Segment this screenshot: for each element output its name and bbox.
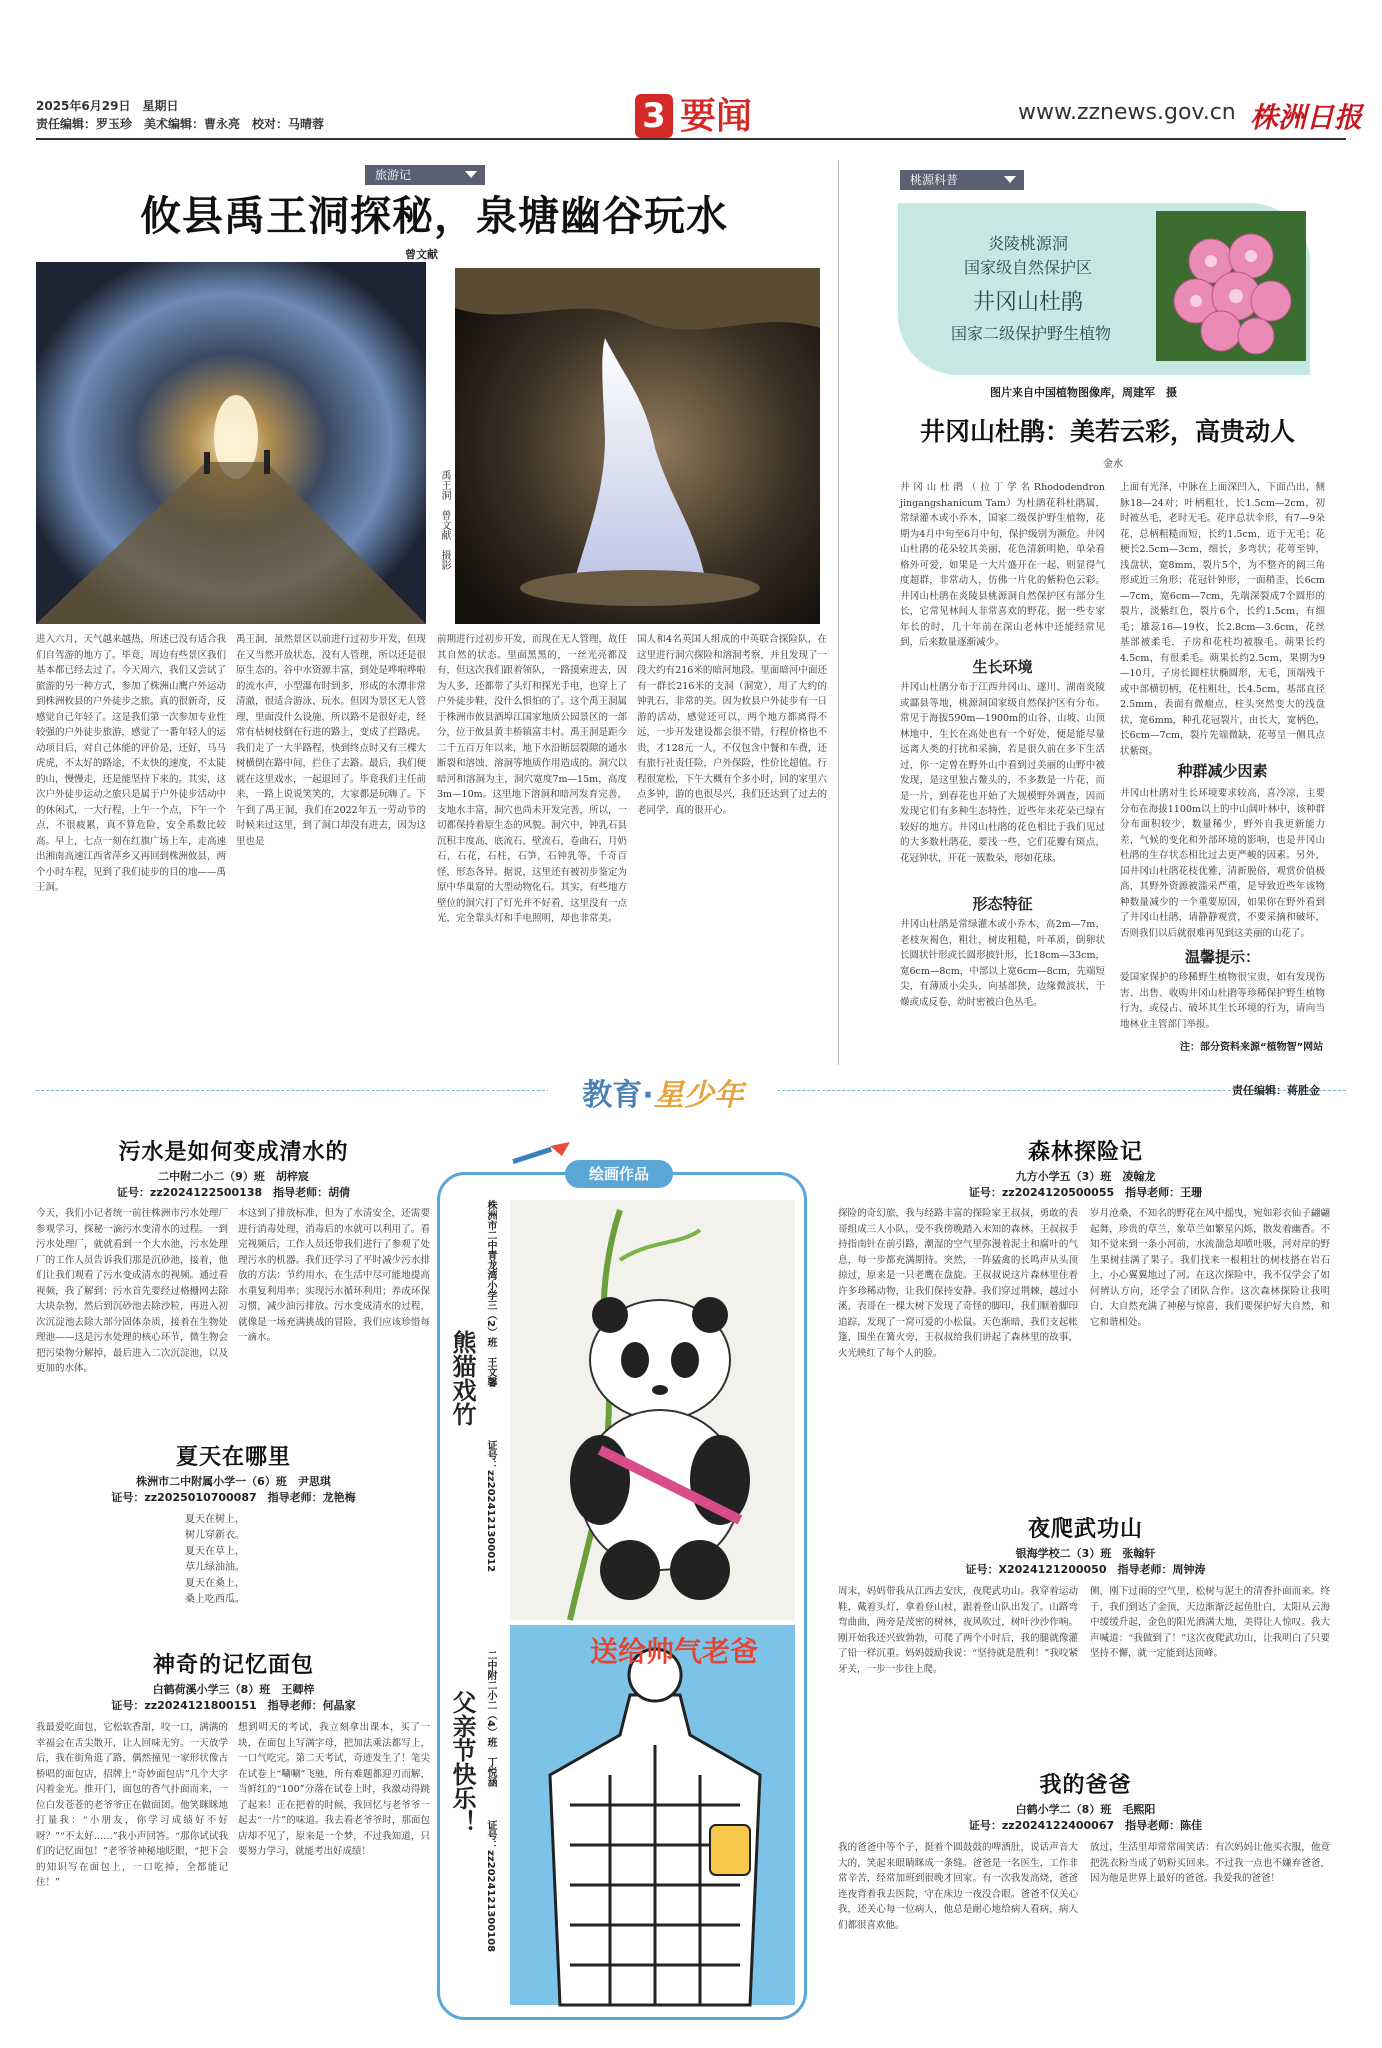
bread-title: 神奇的记忆面包	[152, 1653, 314, 1678]
plant-headline: 井冈山杜鹃：美若云彩，高贵动人	[920, 417, 1296, 446]
banner-line-4: 国家二级保护野生植物	[950, 324, 1111, 343]
panda-drawing	[510, 1200, 795, 1620]
water-column-1: 今天，我们小记者统一前往株洲市污水处理厂参观学习，探秘一滴污水变清水的过程。一到污水处理厂，就就看到一个大水池，污水处理厂的工作人员告诉我们那是沉砂池，接着，他们让我们观看了污水变成清水的视频。通过看视频，我了解到：污水首先要经过格栅网去除大块杂物，然后到沉砂池去除沙粒，再进入初次沉淀池去除大部分固体杂质，接着在生物处理池——这是污水处理的核心环节，微生物会把污染物分解掉，最后进入二次沉淀池，以及更加的水体。	[36, 1208, 228, 1374]
dad-school: 白鹤小学二（8）班 毛熙阳	[1015, 1803, 1156, 1816]
wugong-column-2: 侧，刚下过雨的空气里，松树与泥土的清香扑面而来。终于，我们到达了金顶，天边渐渐泛起鱼肚白，太阳从云海中缓缓升起，金色的阳光洒满大地，美得让人惊叹。我大声喊道：“我做到了！”这次夜爬武功山，让我明白了只要坚持不懈，就一定能到达顶峰。	[1090, 1586, 1330, 1659]
plant-threat-heading: 种群减少因素	[1177, 762, 1268, 780]
water-school: 二中附二小二（9）班 胡梓宸	[158, 1170, 309, 1183]
plant-column-2: 上面有光泽，中脉在上面深凹入，下面凸出，侧脉18—24对；叶柄粗壮，长1.5cm—2cm，初时被丛毛，老时无毛。花序总状伞形，有7—9朵花，总柄粗糙而短，长约1.5cm，近于无毛；花梗长2.5cm—3cm，细长，多弯状；花萼至钟，浅盘状，宽8mm，裂片5个，为不整齐的阔三角形或近三角形；花冠针钟形，一面稍歪，长6cm—7cm，宽6cm—7cm，先端深裂成7个圆形的裂片，淡紫红色，裂片6个，长约1.5cm，有细毛；雄蕊16—19枚，长2.8cm—3.6cm，花丝基部被柔毛，子房和花柱均被腺毛。蒴果长约4.5cm，有很柔毛。蒴果长约2.5cm，果期为9—10月，子房长圆柱状椭圆形，无毛，顶端残干或中部横切柄，花柱粗壮，长4.5cm，基部直径2.5mm，表面有微瘤点，柱头突然变大的浅盘状，宽6mm，种孔花冠裂片，由长大，宽柄色，长6cm—7cm，裂片先端微缺，花萼呈一侧具点状紫斑。	[1120, 482, 1325, 757]
wugong-column-1: 周末，妈妈带我从江西去安庆，夜爬武功山。我穿着运动鞋，戴着头灯，拿着登山杖，跟着登山队出发了。山路弯弯曲曲，两旁是茂密的树林，夜风吹过，树叶沙沙作响。刚开始我还兴致勃勃，可爬了两个小时后，我的腿就像灌了铅一样沉重。妈妈鼓励我说：“坚持就是胜利！”我咬紧牙关，一步一步往上爬。	[838, 1586, 1078, 1675]
panda-author: 株洲市二中青龙湾小学三（2）班 王文馨	[485, 1200, 496, 1387]
forest-cert: 证号：zz2024120500055 指导老师：王珊	[968, 1186, 1203, 1199]
photo-caption-text: 禹王洞 曾文献 摄影	[439, 470, 450, 570]
flower-illustration	[1156, 211, 1306, 361]
panda-cert: 证号：zz2024121300012	[485, 1440, 496, 1573]
banner-line-1: 炎陵桃源洞	[987, 234, 1068, 253]
bread-cert: 证号：zz2024121800151 指导老师：何晶家	[111, 1699, 356, 1712]
poem-line: 草儿绿油油。	[185, 1562, 245, 1573]
issue-date: 2025年6月29日 星期日	[36, 99, 179, 113]
father-drawing	[510, 1625, 795, 2005]
travel-headline: 攸县禹王洞探秘，泉塘幽谷玩水	[140, 192, 728, 240]
travel-column-4: 国人和4名英国人组成的中英联合探险队，在这里进行洞穴探险和溶洞考察，并且发现了一段大约有216米的暗河地段。里面暗河中面还有一群长216米的支洞（洞宽），用了大约的钟乳石，非常的美。因为攸县户外徒步有一日游的活动，感觉还可以，两个地方都离得不远，一步开发建设都会很不错，行程价格也不贵，才128元一人，不仅包含中餐和车费，还有旅行社责任险，户外保险，性价比超值。行程很宽松，下午大概有个多小时，回的家里六点多钟，游的也很尽兴，我们还达到了过去的老同学，真的很开心。	[637, 634, 828, 816]
plant-source-note: 注：部分资料来源“植物智”网站	[1180, 1042, 1324, 1053]
travel-column-2: 禹王洞，虽然景区以前进行过初步开发，但现在又当然开放状态，没有人管理，所以还是很原生态的。谷中水资源丰富，到处是哗啦哗啦的流水声，小型瀑布时到多，形成的水潭非常清澈，很适合游泳、玩水。但因为景区无人管理，里面没什么设施，所以路不是很好走，经常有枯树枝倒在行进的路上，变成了拦路虎。我们走了一大半路程，快到终点时又有三棵大树横倒在路中间，拦住了去路。最后，我们便就在这里戏水，一起退回了。毕竟我们主任前来，一路上说说笑笑的，大家都是玩嗨了。下午到了禹王洞，我们在2022年五一劳动节的时候来过这里，到了洞口却没有进去，因为这里也是	[236, 634, 427, 847]
education-editor: 责任编辑：蒋胜金	[1232, 1084, 1320, 1097]
plant-features-text: 井冈山杜鹃是常绿灌木或小乔木，高2m—7m，老枝灰褐色，粗壮，树皮粗糙，叶革质，倒卵状长圆状针形或长圆形披针形，长18cm—33cm，宽6cm—8cm，中部以上宽6cm—8cm，先端短尖，有薄质小尖头，向基部狭，边缘微波状，干燥或成反卷，幼时密被白色丛毛。	[900, 919, 1105, 1008]
summer-school: 株洲市二中附属小学一（6）班 尹思琪	[136, 1475, 331, 1488]
poem-line: 树儿穿新衣。	[185, 1530, 245, 1541]
page-editors: 责任编辑：罗玉珍 美术编辑：曹永亮 校对：马晴蓉	[36, 117, 325, 131]
masthead-logo: 株洲日报	[1250, 101, 1363, 134]
summer-poem	[185, 1512, 305, 1608]
dad-cert: 证号：zz2024122400067 指导老师：陈佳	[968, 1819, 1203, 1832]
cave-tunnel-photo	[36, 262, 426, 624]
father-cert: 证号：zz2024121300108	[485, 1820, 496, 1953]
stalagmite-photo	[455, 268, 820, 624]
bread-school: 白鹤荷溪小学三（8）班 王卿梓	[152, 1683, 315, 1696]
plant-tip-heading: 温馨提示：	[1184, 948, 1260, 966]
summer-title: 夏天在哪里	[175, 1445, 291, 1470]
plant-author: 金水	[1103, 459, 1123, 470]
panda-title: 熊猫戏竹	[448, 1330, 476, 1426]
wugong-cert: 证号：X2024121200050 指导老师：周钟涛	[965, 1563, 1206, 1576]
plant-tag-label: 桃源科普	[910, 173, 959, 187]
poem-line: 夏天在草上，	[185, 1546, 245, 1557]
cave-tunnel-illustration	[36, 262, 426, 624]
chevron-down-icon	[465, 171, 477, 178]
father-drawing-text: 送给帅气老爸	[590, 1635, 759, 1668]
travel-column-1: 进入六月，天气越来越热，所述已没有适合我们自驾游的地方了。毕竟，周边有些景区我们基本都已经去过了。今天周六，我们又尝试了旅游的另一种方式，参加了株洲山鹰户外运动到株洲攸县的户外徒步之旅。真的很新奇，反感觉自己年轻了。这是我们第一次参加专业性较强的户外徒步旅游，感觉了一番年轻人的运动项目后，对自己体能的评价是，还好，马马虎虎，不太好的路途，不太快的速度，不太陡的山，慢慢走，还是能坚持下来的。其实，这次户外徒步运动之旅只是属于户外徒步活动中的休闲式，一大行程，上午一个点，下午一个点，不很疲累，真不算危险，安全系数比较高。早上，七点一刻在红旗广场上车，走高速出湘南高速江西省萍乡又再回到株洲攸县，两个小时车程，见到了我们徒步的目的地——禹王洞。	[36, 634, 227, 893]
plant-intro: 井冈山杜鹃（拉丁学名Rhododendron jingangshanicum Tam）为杜鹃花科杜鹃属，常绿灌木或小乔木，国家二级保护野生植物，花期为4月中旬至6月中旬，保护级别为濒危。井冈山杜鹃的花朵较其美丽，花色清新明艳，单朵看格外可爱，如果是一大片盛开在一起，则显得气度超群，非常动人，仿佛一片化的紫粉色云彩。井冈山杜鹃在炎陵县桃源洞自然保护区有部分生长，它常见林间人非常喜欢的野花，据一些专家年长的时，几十年前在深山老林中还能经常见到，后来数量逐渐减少。	[900, 482, 1105, 648]
chevron-down-icon	[1004, 176, 1016, 183]
banner-line-3: 井冈山杜鹃	[972, 290, 1083, 315]
forest-column-1: 探险的奇幻旅，我与经路丰富的探险家王叔叔，勇敢的表哥组成三人小队，受不我傍晚踏入未知的森林。王叔叔手持指南针在前引路，潮湿的空气里弥漫着泥土和腐叶的气息，每一步都充满期待。突然，一阵猛禽的长鸣声从头顶掠过，原来是一只老鹰在盘旋。王叔叔说这片森林里住着许多珍稀动物，让我们保持安静。我们穿过荆棘，越过小溪，表哥在一棵大树下发现了奇怪的脚印，我们顺着脚印追踪，发现了一窝可爱的小松鼠。天色渐暗，我们支起帐篷，围坐在篝火旁，王叔叔给我们讲起了森林里的故事，火光映红了每个人的脸。	[838, 1208, 1078, 1359]
column-divider	[838, 160, 839, 1065]
header-rule	[36, 138, 1346, 140]
wugong-school: 银海学校二（3）班 张翰轩	[1015, 1547, 1156, 1560]
education-banner-left: 教育·	[582, 1078, 654, 1113]
water-column-2: 本这到了排放标准，但为了水清安全，还需要进行消毒处理，消毒后的水就可以利用了。看完视频后，工作人员还带我们进行了参观了处理污水的机器。我们还学习了平时减少污水排放的方法：节约用水，在生活中尽可能地提高水重复利用率；实现污水循环利用；养成环保习惯，减少油污排放。污水变成清水的过程，就像是一场充满挑战的冒险，我们应该珍惜每一滴水。	[238, 1208, 430, 1343]
water-cert: 证号：zz2024122500138 指导老师：胡倩	[116, 1186, 351, 1199]
father-title: 父亲节快乐！	[448, 1690, 476, 1834]
stalagmite-illustration	[455, 268, 820, 624]
paintbrush-icon	[512, 1142, 572, 1168]
poem-line: 桑上吃西瓜。	[185, 1594, 245, 1605]
dad-column-1: 我的爸爸中等个子，挺着个圆鼓鼓的啤酒肚，说话声音大大的，笑起来眼睛眯成一条缝。爸爸是一名医生，工作非常辛苦，经常加班到很晚才回家。有一次我发高烧，爸爸连夜背着我去医院，守在床边一夜没合眼。爸爸不仅关心我，还关心每一位病人，他总是耐心地给病人看病，病人们都很喜欢他。	[838, 1842, 1078, 1931]
plant-tag[interactable]	[900, 170, 1024, 190]
artwork-label-text: 绘画作品	[588, 1165, 649, 1183]
plant-growth-text: 井冈山杜鹃分布于江西井冈山、遂川、湖南炎陵或酃县等地，桃源洞国家级自然保护区有分布。常见于海拔590m—1900m的山谷、山坡、山顶林地中，生长在高处也有一个好处，便是能尽量远离人类的打扰和采摘，若是很久前在多下生活过，你一定曾在野外山中看到过美丽的山野中被发现，是这里独占鳌头的，不多数是一片花，而是一片，到春花也开始了大规模野外调查，因而发现它们有多种生态特性，近些年来花朵已绿有较好的地方。井冈山杜鹃的花色相比于我们见过的大多数杜鹃花，要浅一些，它们花瓣有斑点，花冠钟状，开花一簇数朵，形如花球。	[900, 682, 1105, 864]
travel-tag[interactable]	[365, 165, 485, 185]
artwork-label	[565, 1160, 673, 1188]
plant-growth-heading: 生长环境	[972, 658, 1033, 676]
forest-title: 森林探险记	[1027, 1140, 1143, 1165]
water-title: 污水是如何变成清水的	[118, 1140, 349, 1165]
dad-title: 我的爸爸	[1039, 1773, 1132, 1798]
rhododendron-photo	[1156, 211, 1306, 361]
photo-caption	[432, 470, 450, 570]
plant-tip-text: 爱国家保护的珍稀野生植物很宝贵，如有发现伤害、出售、收购井冈山杜鹃等珍稀保护野生植物行为，或侵占、破坏其生长环境的行为，请向当地林业主管部门举报。	[1120, 972, 1325, 1030]
website-link[interactable]: www.zznews.gov.cn	[1018, 100, 1236, 125]
travel-tag-label: 旅游记	[375, 168, 412, 182]
plant-threat-text: 井冈山杜鹃对生长环境要求较高，喜冷凉，主要分布在海拔1100m以上的中山阔叶林中，该种群分布面积较少，数量稀少，野外自我更新能力差，气候的变化和外部环境的影响，也是井冈山杜鹃的生存状态相比过去更严峻的因素。另外，国井冈山杜鹃花枝优雅，清新脱俗，观赏价值极高，其野外资源被滥采严重，是导致近些年该物种数量减少的一个重要原因，如果你在野外看到了井冈山杜鹃，请静静观赏，不要采摘和破坏，否则我们以后就很难再见到这美丽的山花了。	[1120, 788, 1325, 939]
panda-illustration	[510, 1200, 795, 1620]
section-title: 要闻	[680, 96, 753, 137]
education-banner	[548, 1070, 778, 1112]
banner-line-2: 国家级自然保护区	[963, 258, 1092, 277]
father-author: 二中附二小二（4）班 丁悦涵	[485, 1650, 496, 1787]
page-number-badge	[635, 94, 673, 138]
forest-column-2: 岁月沧桑，不知名的野花在风中摇曳，宛如彩衣仙子翩翩起舞，珍贵的草兰，象草兰如繁星闪烁，散发着幽香。不知不觉来到一条小河前，水流湍急却喷吐吸，河对岸的野生果树挂满了果子。我们找来一根粗壮的树枝搭在岩石上，小心翼翼地过了河。在这次探险中，我不仅学会了如何辨认方向，还学会了团队合作。这次森林探险让我明白，大自然充满了神秘与惊喜，我们要保护好大自然，和它和谐相处。	[1090, 1208, 1330, 1328]
poem-line: 夏天在桑上，	[185, 1578, 245, 1589]
bread-column-1: 我最爱吃面包，它松软香甜，咬一口，满满的幸福会在舌尖散开，让人回味无穷。一天放学后，我在街角逛了路，偶然撞见一家形状像古桥唱的面包店，招牌上“奇妙面包店”几个大字闪着金光。推开门，面包的香气扑面而来，一位白发苍苍的老爷爷正在做面团。他笑眯眯地打量我：“小朋友，你学习成绩好不好呀？”“不太好……”我小声回答。“那你试试我们的记忆面包！”老爷爷神秘地眨眼，“把下会的知识写在面包上，一口吃掉，全都能记住！”	[36, 1722, 228, 1888]
forest-school: 九方小学五（3）班 凌翰龙	[1015, 1170, 1156, 1183]
wugong-title: 夜爬武功山	[1027, 1517, 1143, 1542]
summer-cert: 证号：zz2025010700087 指导老师：龙艳梅	[111, 1491, 356, 1504]
page-number: 3	[642, 96, 666, 136]
plant-banner	[898, 203, 1310, 375]
father-illustration	[510, 1625, 795, 2005]
travel-column-3: 前期进行过初步开发，而现在无人管理，故任其自然的状态。里面黑黑的，一丝光亮都没有，但这次我们跟着领队，一路摸索进去，因为人多，还都带了头灯和探光手电，也穿上了户外徒步鞋，没什么惧怕的了。这个禹王洞属于株洲市攸县酒埠江国家地质公园景区的一部分，位于攸县黄丰桥镇富丰村。禹王洞是距今二千五百万年以来，地下水沿断层裂隙的通水断裂和溶蚀、溶洞等地质作用造成的。洞穴以暗河和溶洞为主，洞穴宽度7m—15m，高度3m—10m。这里地下溶洞和暗河发育完善，支地水丰富，洞穴也尚未开发完善，所以，一切都保持着原生态的风貌。洞穴中，钟乳石县沉积丰度高，底流石，壁流石，卷曲石，月奶石，石花，石柱，石笋，石钟乳等，千奇百怪，形态各异。据说，这里还有被初步鉴定为原中华巢窟的大型动物化石。其实，有些地方壁位的洞穴打了灯光并不好看，这里没有一点光，完全靠头灯和手电照明，却也非常美。	[437, 634, 628, 924]
plant-photo-credit: 图片来自中国植物图像库，周建军 摄	[990, 386, 1177, 399]
bread-column-2: 想到明天的考试，我立刻拿出课本，买了一块，在面包上写满字母，把加法乘法都写上，一口气吃完。第二天考试，奇迹发生了！笔尖在试卷上“唰唰”飞驰，所有难题都迎刃而解，当鲜红的“100”分落在试卷上时，我激动得跳了起来！正在把着的时候，我回忆与老爷爷一起去“一片”的味道。我去看老爷爷时，那面包店却不见了，原来是一个梦，不过我知道，只要努力学习，就能考出好成绩！	[238, 1722, 430, 1857]
poem-line: 夏天在树上，	[185, 1514, 245, 1525]
education-banner-right: 星少年	[653, 1078, 744, 1113]
dad-column-2: 放过，生活里却常常闹笑话：有次妈妈让他买衣服，他竟把洗衣粉当成了奶粉买回来。不过我一点也不嫌弃爸爸，因为他是世界上最好的爸爸。我爱我的爸爸！	[1090, 1842, 1330, 1884]
plant-features-heading: 形态特征	[972, 895, 1033, 913]
travel-author: 曾文献	[405, 248, 438, 261]
